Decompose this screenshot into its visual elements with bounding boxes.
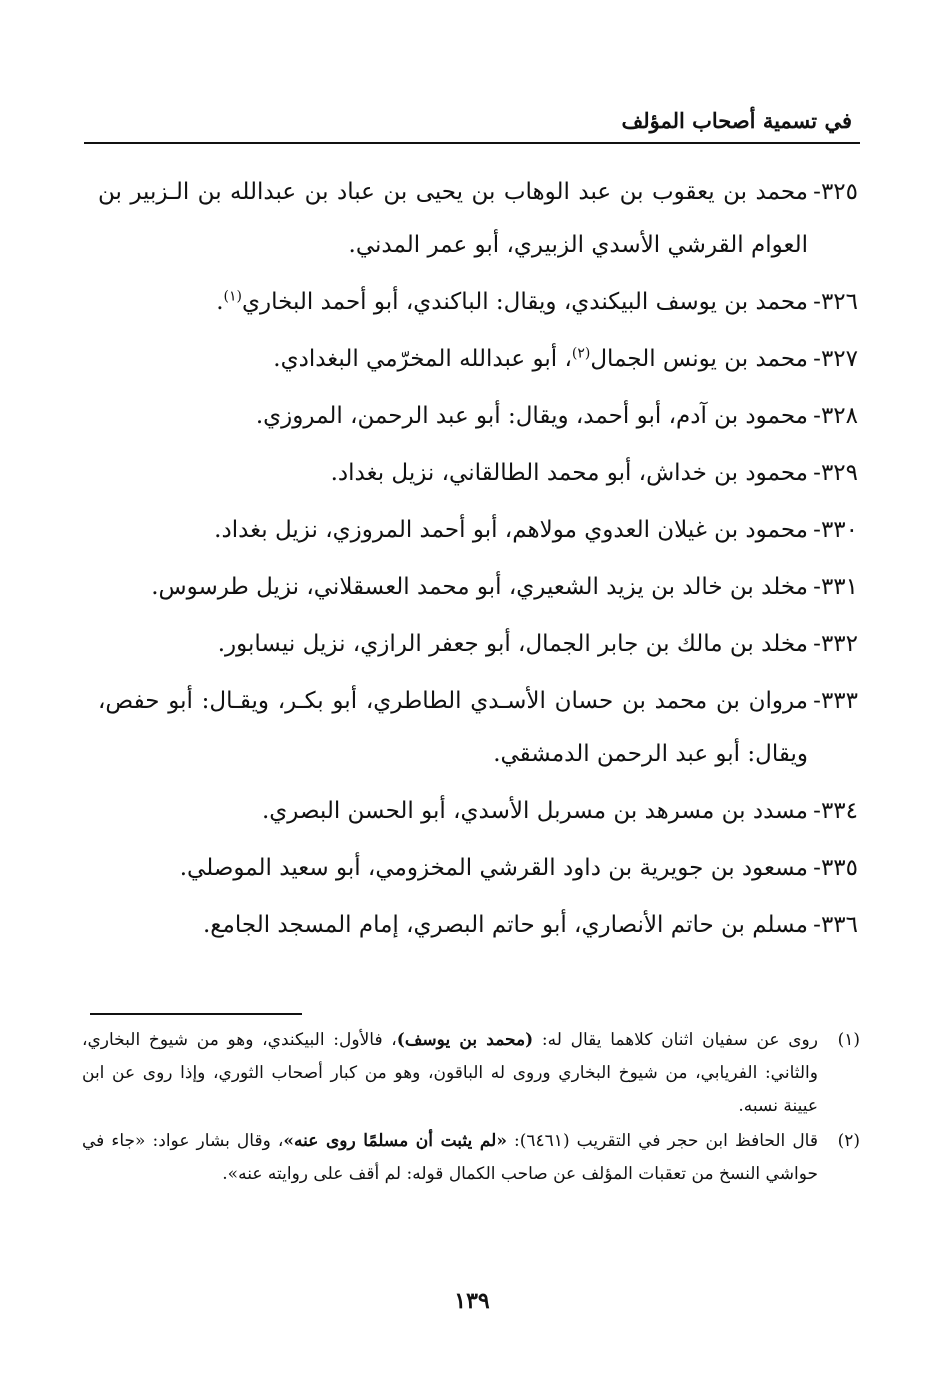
entry-text: محمود بن غيلان العدوي مولاهم، أبو أحمد المروزي، نزيل بغداد. bbox=[214, 517, 808, 543]
entry-text: محمد بن يعقوب بن عبد الوهاب بن يحيى بن عباد بن عبدالله بن الـزبير بن العوام القرشي الأسدي الزبيري، أبو عمر المدني. bbox=[98, 179, 808, 258]
entry-number: ٣٢٥- bbox=[813, 179, 858, 205]
footnote-number: (١) bbox=[837, 1030, 860, 1050]
entry-number: ٣٣٠- bbox=[813, 517, 858, 543]
entry-text: محمود بن آدم، أبو أحمد، ويقال: أبو عبد الرحمن، المروزي. bbox=[255, 403, 808, 429]
footnote-text-end: ، فالأول: البيكندي، وهو من شيوخ البخاري، والثاني: الفريابي، من شيوخ البخاري وروى له الباقون، وهو من كبار أصحاب الثوري، وإذا روى عن ابن عيينة نسبه. bbox=[82, 1030, 818, 1116]
entry-text: محمد بن يونس الجمال bbox=[590, 346, 808, 372]
entry-body bbox=[98, 333, 808, 386]
entry-text-end: ، أبو عبدالله المخرّمي البغدادي. bbox=[273, 346, 572, 372]
footnote-divider bbox=[90, 1013, 302, 1015]
entry-text: محمد بن يوسف البيكندي، ويقال: الباكندي، أبو أحمد البخاري bbox=[241, 289, 808, 315]
footnote bbox=[82, 1024, 860, 1123]
entry-number: ٣٣٢- bbox=[813, 631, 858, 657]
list-item bbox=[98, 504, 858, 557]
entry-number: ٣٣٦- bbox=[813, 912, 858, 938]
footnote-reference[interactable]: (٢) bbox=[571, 345, 591, 362]
entry-number: ٣٢٦- bbox=[813, 289, 858, 315]
entry-number: ٣٣٥- bbox=[813, 855, 858, 881]
list-item bbox=[98, 785, 858, 838]
entry-number: ٣٣١- bbox=[813, 574, 858, 600]
footnote-bold-text: «لم يثبت أن مسلمًا روى عنه» bbox=[283, 1131, 507, 1151]
entry-number: ٣٢٧- bbox=[813, 346, 858, 372]
entry-text: مسلم بن حاتم الأنصاري، أبو حاتم البصري، إمام المسجد الجامع. bbox=[202, 912, 808, 938]
list-item bbox=[98, 447, 858, 500]
running-header bbox=[84, 106, 860, 144]
list-item bbox=[98, 390, 858, 443]
list-item bbox=[98, 333, 858, 386]
entry-number: ٣٣٤- bbox=[813, 798, 858, 824]
entry-number: ٣٣٣- bbox=[813, 688, 858, 714]
footnote-text: روى عن سفيان اثنان كلاهما يقال له: bbox=[533, 1030, 818, 1050]
entry-text: مسعود بن جويرية بن داود القرشي المخزومي، أبو سعيد الموصلي. bbox=[179, 855, 808, 881]
footnote bbox=[82, 1125, 860, 1191]
entries-list bbox=[98, 166, 858, 956]
entry-text-end: . bbox=[216, 289, 224, 315]
footnote-text-end: ، وقال بشار عواد: «جاء في حواشي النسخ من تعقبات المؤلف عن صاحب الكمال قوله: لم أقف على روايته عنه». bbox=[82, 1131, 818, 1184]
page-number: ١٣٩ bbox=[454, 1288, 490, 1314]
entry-text: مخلد بن خالد بن يزيد الشعيري، أبو محمد العسقلاني، نزيل طرسوس. bbox=[151, 574, 808, 600]
list-item bbox=[98, 561, 858, 614]
list-item bbox=[98, 166, 858, 272]
list-item bbox=[98, 899, 858, 952]
entry-number: ٣٢٨- bbox=[813, 403, 858, 429]
entry-text: مروان بن محمد بن حسان الأسـدي الطاطري، أبو بكـر، ويقـال: أبو حفص، ويقال: أبو عبد الرحمن الدمشقي. bbox=[98, 688, 808, 767]
entry-text: محمود بن خداش، أبو محمد الطالقاني، نزيل بغداد. bbox=[330, 460, 808, 486]
list-item bbox=[98, 276, 858, 329]
list-item bbox=[98, 618, 858, 671]
entry-text: مخلد بن مالك بن جابر الجمال، أبو جعفر الرازي، نزيل نيسابور. bbox=[217, 631, 808, 657]
entry-text: مسدد بن مسرهد بن مسربل الأسدي، أبو الحسن البصري. bbox=[261, 798, 808, 824]
entry-body bbox=[98, 276, 808, 329]
footnote-bold-text: (محمد بن يوسف) bbox=[396, 1030, 534, 1050]
entry-number: ٣٢٩- bbox=[813, 460, 858, 486]
footnotes-section bbox=[82, 1024, 860, 1193]
footnote-text: قال الحافظ ابن حجر في التقريب (٦٤٦١): bbox=[506, 1131, 818, 1151]
footnote-number: (٢) bbox=[837, 1131, 860, 1151]
running-header-title: في تسمية أصحاب المؤلف bbox=[621, 108, 852, 133]
footnote-reference[interactable]: (١) bbox=[223, 288, 242, 305]
list-item bbox=[98, 675, 858, 781]
list-item bbox=[98, 842, 858, 895]
